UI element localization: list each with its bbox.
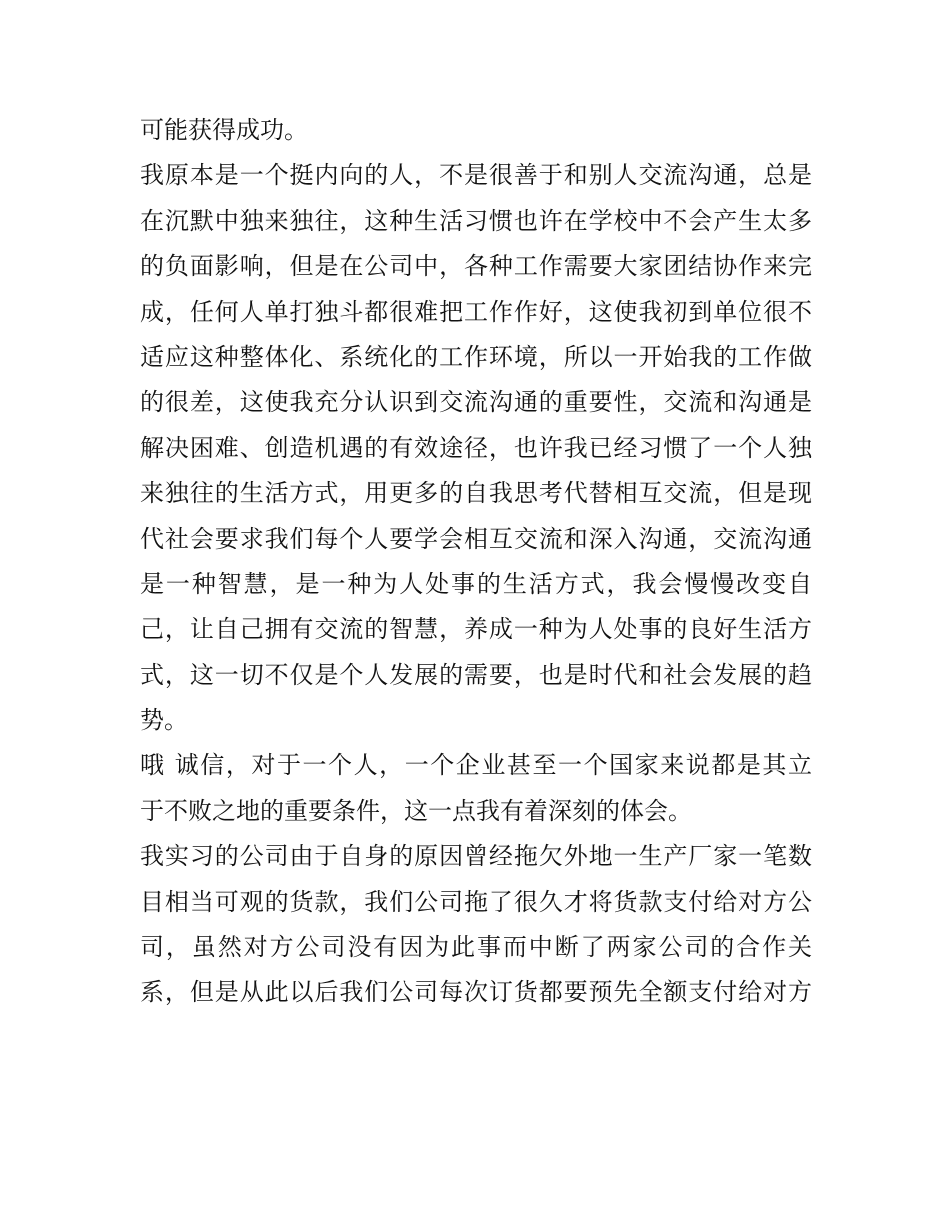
text-line: 代社会要求我们每个人要学会相互交流和深入沟通，交流沟通 [140, 524, 812, 553]
text-line: 我原本是一个挺内向的人，不是很善于和别人交流沟通，总是 [140, 161, 812, 190]
text-line: 目相当可观的货款，我们公司拖了很久才将货款支付给对方公 [140, 887, 812, 916]
text-line: 可能获得成功。 [140, 116, 308, 144]
text-line: 我实习的公司由于自身的原因曾经拖欠外地一生产厂家一笔数 [140, 842, 812, 871]
text-line: 式，这一切不仅是个人发展的需要，也是时代和社会发展的趋 [140, 660, 812, 689]
text-line: 成，任何人单打独斗都很难把工作作好，这使我初到单位很不 [140, 297, 812, 326]
text-line: 系，但是从此以后我们公司每次订货都要预先全额支付给对方 [140, 978, 812, 1007]
text-line: 来独往的生活方式，用更多的自我思考代替相互交流，但是现 [140, 479, 812, 508]
text-line: 己，让自己拥有交流的智慧，养成一种为人处事的良好生活方 [140, 615, 812, 644]
text-line: 的负面影响，但是在公司中，各种工作需要大家团结协作来完 [140, 252, 812, 281]
text-line: 在沉默中独来独往，这种生活习惯也许在学校中不会产生太多 [140, 206, 812, 235]
document-body [140, 108, 812, 1016]
text-line: 的很差，这使我充分认识到交流沟通的重要性，交流和沟通是 [140, 388, 812, 417]
text-line: 适应这种整体化、系统化的工作环境，所以一开始我的工作做 [140, 342, 812, 371]
text-line: 是一种智慧，是一种为人处事的生活方式，我会慢慢改变自 [140, 569, 812, 598]
text-line: 于不败之地的重要条件，这一点我有着深刻的体会。 [140, 796, 692, 825]
text-line: 哦 诚信，对于一个人，一个企业甚至一个国家来说都是其立 [140, 751, 812, 780]
text-line: 解决困难、创造机遇的有效途径，也许我已经习惯了一个人独 [140, 433, 812, 462]
text-line: 势。 [140, 706, 188, 735]
text-line: 司，虽然对方公司没有因为此事而中断了两家公司的合作关 [140, 933, 812, 962]
